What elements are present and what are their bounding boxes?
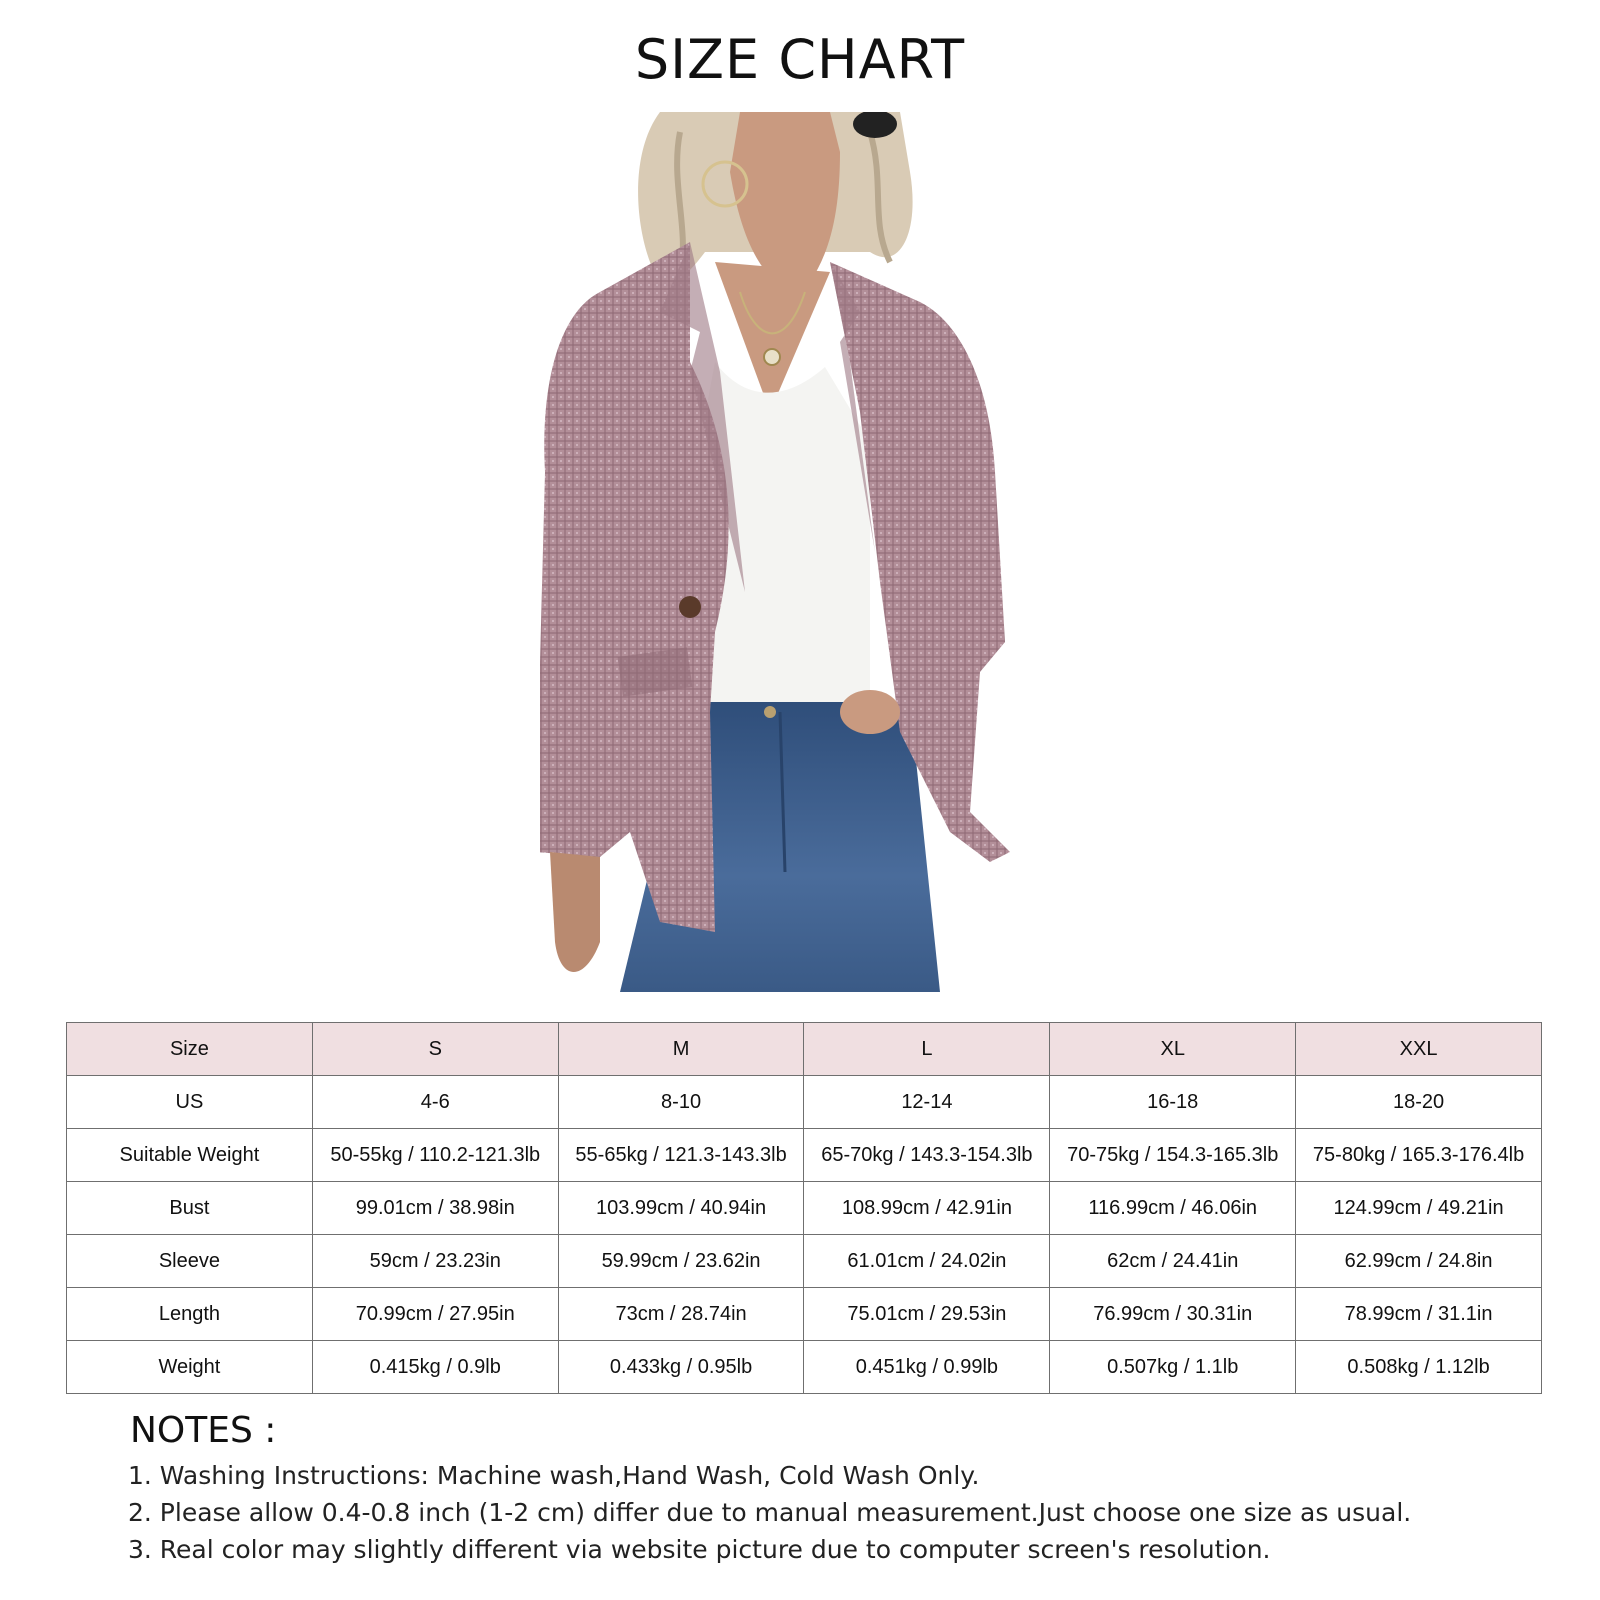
table-cell: 55-65kg / 121.3-143.3lb: [558, 1129, 804, 1182]
table-cell: 76.99cm / 30.31in: [1050, 1288, 1296, 1341]
table-cell: 73cm / 28.74in: [558, 1288, 804, 1341]
neck: [730, 112, 840, 282]
table-row: [67, 1182, 1542, 1235]
header-cell-l: L: [804, 1023, 1050, 1076]
table-cell: 0.451kg / 0.99lb: [804, 1341, 1050, 1394]
row-label: US: [67, 1076, 313, 1129]
table-cell: 59cm / 23.23in: [312, 1235, 558, 1288]
table-row: [67, 1341, 1542, 1394]
note-item: 1. Washing Instructions: Machine wash,Hand Wash, Cold Wash Only.: [128, 1461, 980, 1490]
size-chart-title: SIZE CHART: [634, 28, 966, 91]
row-label: Suitable Weight: [67, 1129, 313, 1182]
table-cell: 59.99cm / 23.62in: [558, 1235, 804, 1288]
table-cell: 65-70kg / 143.3-154.3lb: [804, 1129, 1050, 1182]
blazer-button: [679, 596, 701, 618]
table-cell: 62.99cm / 24.8in: [1296, 1235, 1542, 1288]
table-cell: 8-10: [558, 1076, 804, 1129]
note-item: 2. Please allow 0.4-0.8 inch (1-2 cm) differ due to manual measurement.Just choose one size as usual.: [128, 1498, 1412, 1527]
table-cell: 4-6: [312, 1076, 558, 1129]
table-cell: 78.99cm / 31.1in: [1296, 1288, 1542, 1341]
table-header-row: [67, 1023, 1542, 1076]
header-cell-xl: XL: [1050, 1023, 1296, 1076]
header-cell-m: M: [558, 1023, 804, 1076]
notes-title: NOTES :: [130, 1410, 277, 1451]
table-row: [67, 1235, 1542, 1288]
table-cell: 103.99cm / 40.94in: [558, 1182, 804, 1235]
product-photo: [540, 112, 1040, 992]
row-label: Sleeve: [67, 1235, 313, 1288]
table-cell: 18-20: [1296, 1076, 1542, 1129]
table-cell: 99.01cm / 38.98in: [312, 1182, 558, 1235]
table-cell: 50-55kg / 110.2-121.3lb: [312, 1129, 558, 1182]
table-row: [67, 1076, 1542, 1129]
table-row: [67, 1129, 1542, 1182]
table-cell: 0.508kg / 1.12lb: [1296, 1341, 1542, 1394]
table-cell: 70.99cm / 27.95in: [312, 1288, 558, 1341]
header-cell-xxl: XXL: [1296, 1023, 1542, 1076]
table-cell: 75-80kg / 165.3-176.4lb: [1296, 1129, 1542, 1182]
notes-section: [128, 1410, 1568, 1568]
table-cell: 0.507kg / 1.1lb: [1050, 1341, 1296, 1394]
table-cell: 61.01cm / 24.02in: [804, 1235, 1050, 1288]
size-table: [66, 1022, 1542, 1394]
table-cell: 0.433kg / 0.95lb: [558, 1341, 804, 1394]
table-cell: 0.415kg / 0.9lb: [312, 1341, 558, 1394]
header-cell-s: S: [312, 1023, 558, 1076]
table-row: [67, 1288, 1542, 1341]
row-label: Bust: [67, 1182, 313, 1235]
table-cell: 62cm / 24.41in: [1050, 1235, 1296, 1288]
header-cell-size: Size: [67, 1023, 313, 1076]
table-cell: 12-14: [804, 1076, 1050, 1129]
model-illustration: [540, 112, 1040, 992]
note-item: 3. Real color may slightly different via website picture due to computer screen's resolution.: [128, 1535, 1271, 1564]
row-label: Weight: [67, 1341, 313, 1394]
table-cell: 116.99cm / 46.06in: [1050, 1182, 1296, 1235]
table-cell: 70-75kg / 154.3-165.3lb: [1050, 1129, 1296, 1182]
row-label: Length: [67, 1288, 313, 1341]
table-cell: 108.99cm / 42.91in: [804, 1182, 1050, 1235]
table-cell: 124.99cm / 49.21in: [1296, 1182, 1542, 1235]
table-cell: 75.01cm / 29.53in: [804, 1288, 1050, 1341]
table-cell: 16-18: [1050, 1076, 1296, 1129]
